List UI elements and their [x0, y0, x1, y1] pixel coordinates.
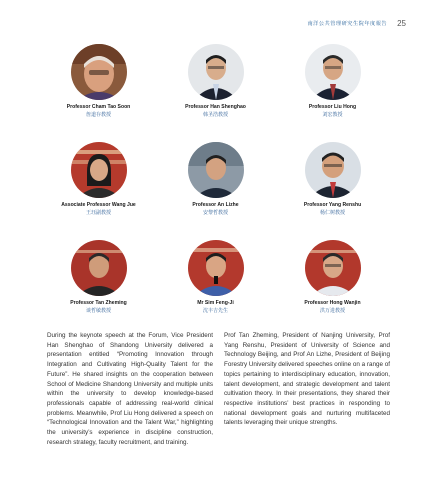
speaker-name-en: Professor Hong Wanjin: [304, 300, 361, 306]
speaker-photo: [305, 142, 361, 198]
speaker-name-zh: 刘宏教授: [322, 112, 343, 119]
speaker-card: [157, 142, 274, 216]
speaker-name-en: Professor Yang Renshu: [303, 202, 362, 208]
speaker-card: [40, 142, 157, 216]
speaker-photo: [305, 240, 361, 296]
speaker-name-zh: 王珏副教授: [85, 210, 111, 217]
speaker-name-zh: 洪万进教授: [319, 308, 345, 315]
speaker-photo: [71, 44, 127, 100]
speaker-name-zh: 詹道存教授: [85, 112, 111, 119]
speaker-name-zh: 沈丰吉先生: [202, 308, 228, 315]
speaker-card: [274, 142, 391, 216]
speaker-card: [40, 240, 157, 314]
body-column-left: During the keynote speech at the Forum, Vice President Han Shenghao of Shandong University delivered a presentation entitled “Promoting Innovation through Integration and Cultivating High-Quality Talent for the Future”. He shared insights on the cooperation between School of Medicine Shandong University and multiple units within the university to develop knowledge-based professionals capable of addressing real-world clinical problems. Meanwhile, Prof Liu Hong delivered a speech on “Technological Innovation and the Talent War,” highlighting the university’s experience in discipline construction, research strategy, faculty recruitment, and training.: [47, 332, 213, 446]
speaker-photo: [71, 142, 127, 198]
speaker-card: [40, 44, 157, 118]
speaker-name-en: Professor Cham Tao Soon: [66, 104, 131, 110]
speaker-photo: [188, 44, 244, 100]
speaker-photo: [188, 142, 244, 198]
body-text: [47, 331, 390, 447]
speaker-name-en: Professor Liu Hong: [308, 104, 357, 110]
speaker-card: [157, 240, 274, 314]
page-number: 25: [397, 19, 406, 28]
speaker-card: [274, 44, 391, 118]
speaker-card: [274, 240, 391, 314]
report-title: 南洋公共管理研究生院年度報告: [307, 21, 388, 27]
speaker-name-zh: 杨仁树教授: [319, 210, 345, 217]
speaker-name-zh: 安黎哲教授: [202, 210, 228, 217]
body-column-right: Prof Tan Zheming, President of Nanjing University, Prof Yang Renshu, President of University of Science and Technology Beijing, and Prof An Lizhe, President of Beijing Forestry University delivered speeches online on a range of topics pertaining to interdisciplinary education, innovation, talent development, and strategic development and talent cultivation theory. In their presentations, they shared their respective institutions’ best practices in responding to national development goals and nurturing multifaceted talents leveraging their unique strengths.: [224, 332, 390, 427]
speaker-card: [157, 44, 274, 118]
speaker-photo: [188, 240, 244, 296]
speaker-name-en: Mr Sim Feng-Ji: [197, 300, 234, 306]
page-header: [307, 19, 406, 28]
speaker-name-zh: 韩圣浩教授: [202, 112, 228, 119]
speaker-name-en: Associate Professor Wang Jue: [61, 202, 136, 208]
speaker-name-en: Professor Han Shenghao: [185, 104, 246, 110]
speaker-name-en: Professor Tan Zheming: [70, 300, 127, 306]
speaker-name-en: Professor An Lizhe: [192, 202, 239, 208]
speaker-name-zh: 谈哲敏教授: [85, 308, 111, 315]
speaker-photo: [71, 240, 127, 296]
speaker-photo: [305, 44, 361, 100]
